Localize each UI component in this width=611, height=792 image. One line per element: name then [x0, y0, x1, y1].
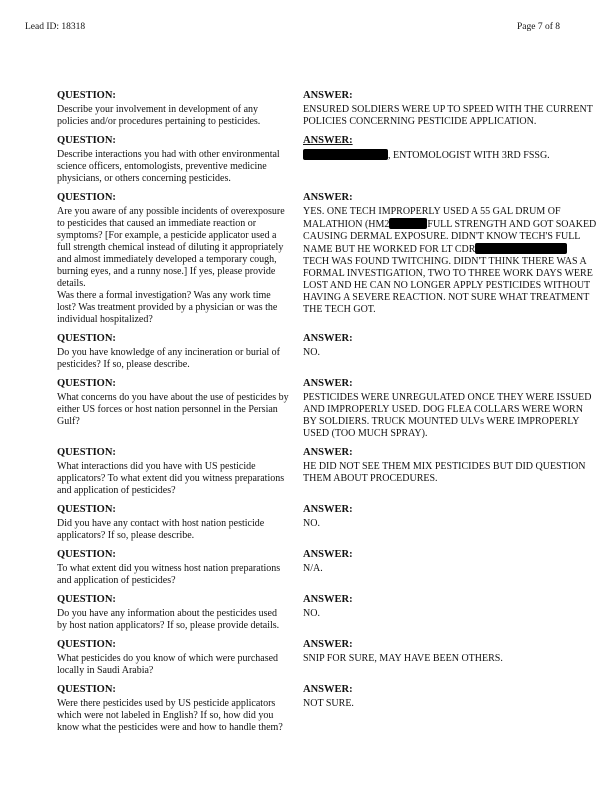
answer-text: ENSURED SOLDIERS WERE UP TO SPEED WITH THE CURRENT POLICIES CONCERNING PESTICIDE APPLICATION.	[303, 104, 593, 127]
question-label: QUESTION:	[57, 594, 116, 605]
answer-2	[303, 135, 597, 162]
question-text-2: Was there a formal investigation? Was any work time lost? Was treatment provided by a physician or was the individual hospitalized?	[57, 290, 278, 325]
qa-row	[57, 684, 597, 734]
question-text: Were there pesticides used by US pesticide applicators which were not labeled in English? If so, how did you know what the pesticides were and how to handle them?	[57, 698, 283, 733]
answer-text-3: TECH WAS FOUND TWITCHING. DIDN'T THINK THERE WAS A FORMAL INVESTIGATION, TWO TO THREE WORK DAYS WERE LOST AND HE CAN NO LONGER APPLY PESTICIDES WITHOUT HAVING A SEVERE REACTION. NOT SURE WHAT TREATMENT THE TECH GOT.	[303, 256, 593, 315]
redaction	[475, 243, 567, 254]
qa-row	[57, 135, 597, 185]
qa-row	[57, 504, 597, 542]
question-text: What interactions did you have with US pesticide applicators? To what extent did you witness preparations and application of pesticides?	[57, 461, 285, 496]
answer-label: ANSWER:	[303, 378, 353, 389]
qa-row	[57, 333, 597, 371]
qa-row	[57, 378, 597, 440]
question-6	[57, 447, 289, 497]
answer-10	[303, 639, 597, 665]
answer-label: ANSWER:	[303, 639, 353, 650]
question-label: QUESTION:	[57, 192, 116, 203]
question-1	[57, 90, 289, 128]
answer-text: NOT SURE.	[303, 698, 354, 709]
answer-1	[303, 90, 597, 128]
answer-text: NO.	[303, 518, 320, 529]
question-label: QUESTION:	[57, 639, 116, 650]
question-label: QUESTION:	[57, 684, 116, 695]
question-text: What pesticides do you know of which were purchased locally in Saudi Arabia?	[57, 653, 279, 676]
page-number: Page 7 of 8	[517, 22, 561, 32]
answer-text: HE DID NOT SEE THEM MIX PESTICIDES BUT DID QUESTION THEM ABOUT PROCEDURES.	[303, 461, 586, 484]
answer-text: NO.	[303, 608, 320, 619]
answer-11	[303, 684, 597, 710]
qa-row	[57, 594, 597, 632]
qa-row	[57, 447, 597, 497]
question-label: QUESTION:	[57, 378, 116, 389]
answer-label: ANSWER:	[303, 594, 353, 605]
answer-3	[303, 192, 597, 316]
answer-text: SNIP FOR SURE, MAY HAVE BEEN OTHERS.	[303, 653, 503, 664]
question-4	[57, 333, 289, 371]
answer-label: ANSWER:	[303, 333, 353, 344]
answer-text-2: FULL STRENGTH AND GOT SOAKED CAUSING DERMAL EXPOSURE. DIDN'T KNOW TECH'S FULL NAME BUT HE WORKED FOR LT CDR	[303, 219, 597, 255]
question-text: Do you have knowledge of any incineration or burial of pesticides? If so, please describe.	[57, 347, 280, 370]
question-text: Do you have any information about the pesticides used by host nation applicators? If so, please provide details.	[57, 608, 280, 631]
question-9	[57, 594, 289, 632]
question-11	[57, 684, 289, 734]
answer-9	[303, 594, 597, 620]
answer-label: ANSWER:	[303, 192, 353, 203]
redaction	[389, 218, 427, 229]
question-7	[57, 504, 289, 542]
qa-row	[57, 549, 597, 587]
answer-7	[303, 504, 597, 530]
answer-label: ANSWER:	[303, 90, 353, 101]
question-answer-list	[57, 90, 597, 741]
redaction	[303, 149, 388, 160]
answer-label: ANSWER:	[303, 135, 353, 146]
qa-row	[57, 192, 597, 326]
answer-5	[303, 378, 597, 440]
question-3	[57, 192, 289, 326]
qa-row	[57, 639, 597, 677]
question-8	[57, 549, 289, 587]
question-text: Describe interactions you had with other environmental science officers, entomologists, preventive medicine physicians, or others concerning pesticides.	[57, 149, 280, 184]
answer-4	[303, 333, 597, 359]
question-label: QUESTION:	[57, 549, 116, 560]
question-text: Are you aware of any possible incidents of overexposure to pesticides that caused an immediate reaction or symptoms? [For example, a pesticide applicator used a full strength chemical instead of diluting it appropriately and almost immediately developed a temporary cough, burning eyes, and a runny nose.] If yes, please provide details.	[57, 206, 285, 289]
answer-label: ANSWER:	[303, 504, 353, 515]
question-5	[57, 378, 289, 428]
question-2	[57, 135, 289, 185]
question-text: What concerns do you have about the use of pesticides by either US forces or host nation personnel in the Persian Gulf?	[57, 392, 289, 427]
question-text: To what extent did you witness host nation preparations and application of pesticides?	[57, 563, 281, 586]
question-text: Describe your involvement in development of any policies and/or procedures pertaining to pesticides.	[57, 104, 261, 127]
question-text: Did you have any contact with host nation pesticide applicators? If so, please describe.	[57, 518, 265, 541]
answer-label: ANSWER:	[303, 684, 353, 695]
answer-6	[303, 447, 597, 485]
answer-text: N/A.	[303, 563, 323, 574]
lead-id: Lead ID: 18318	[25, 22, 86, 32]
question-label: QUESTION:	[57, 135, 116, 146]
answer-label: ANSWER:	[303, 549, 353, 560]
answer-text-1: YES. ONE TECH IMPROPERLY USED A 55 GAL DRUM OF MALATHION (HM2	[303, 206, 561, 230]
answer-text: , ENTOMOLOGIST WITH 3RD FSSG.	[388, 150, 550, 161]
question-label: QUESTION:	[57, 447, 116, 458]
question-label: QUESTION:	[57, 90, 116, 101]
question-label: QUESTION:	[57, 333, 116, 344]
question-label: QUESTION:	[57, 504, 116, 515]
answer-text: PESTICIDES WERE UNREGULATED ONCE THEY WERE ISSUED AND IMPROPERLY USED. DOG FLEA COLLARS WERE WORN BY SOLDIERS. TRUCK MOUNTED ULVs WERE IMPROPERLY USED (TOO MUCH SPRAY).	[303, 392, 592, 439]
question-10	[57, 639, 289, 677]
qa-row	[57, 90, 597, 128]
answer-text: NO.	[303, 347, 320, 358]
answer-label: ANSWER:	[303, 447, 353, 458]
answer-8	[303, 549, 597, 575]
